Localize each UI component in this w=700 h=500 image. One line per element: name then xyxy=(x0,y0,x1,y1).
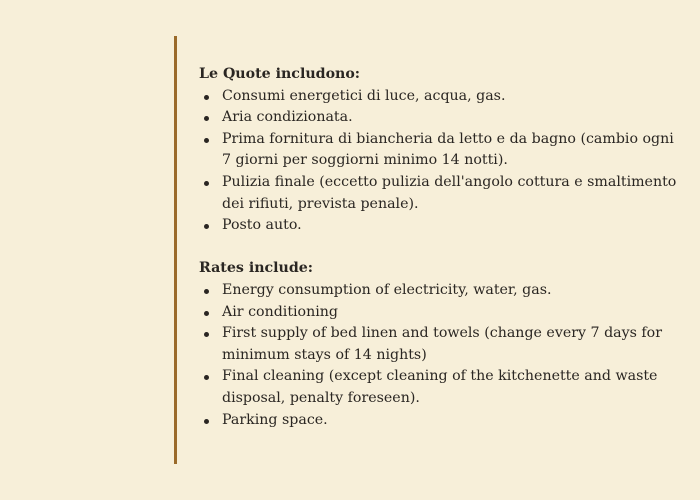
list-item xyxy=(199,172,679,215)
list-item-text: Prima fornitura di biancheria da letto e da bagno (cambio ogni 7 giorni per soggiorni minimo 14 notti). xyxy=(222,130,674,169)
bullet-icon xyxy=(204,375,209,380)
bullet-icon xyxy=(204,138,209,143)
section-title-english: Rates include: xyxy=(199,260,314,277)
section-spacer xyxy=(199,237,679,259)
list-item xyxy=(199,86,679,108)
list-item xyxy=(199,302,679,324)
list-item-text: Posto auto. xyxy=(222,217,302,234)
list-item xyxy=(199,280,679,302)
section-english xyxy=(199,258,679,431)
bullet-icon xyxy=(204,116,209,121)
list-item-text: Consumi energetici di luce, acqua, gas. xyxy=(222,87,506,104)
rates-content xyxy=(199,64,679,431)
bullet-icon xyxy=(204,332,209,337)
list-italian xyxy=(199,86,679,237)
bullet-icon xyxy=(204,311,209,316)
list-item-text: Energy consumption of electricity, water, gas. xyxy=(222,281,552,298)
list-item-text: First supply of bed linen and towels (change every 7 days for minimum stays of 14 nights) xyxy=(222,325,662,363)
section-italian xyxy=(199,64,679,237)
list-item xyxy=(199,129,679,172)
list-english xyxy=(199,280,679,431)
bullet-icon xyxy=(204,419,209,424)
vertical-divider xyxy=(174,36,177,464)
section-title-italian: Le Quote includono: xyxy=(199,66,361,82)
list-item xyxy=(199,107,679,129)
list-item xyxy=(199,366,679,409)
bullet-icon xyxy=(204,95,209,100)
list-item-text: Pulizia finale (eccetto pulizia dell'angolo cottura e smaltimento dei rifiuti, prevista penale). xyxy=(222,173,677,212)
list-item-text: Air conditioning xyxy=(222,303,338,320)
list-item-text: Aria condizionata. xyxy=(222,109,353,126)
bullet-icon xyxy=(204,181,209,186)
list-item xyxy=(199,215,679,237)
list-item xyxy=(199,323,679,366)
bullet-icon xyxy=(204,289,209,294)
bullet-icon xyxy=(204,224,209,229)
list-item xyxy=(199,410,679,432)
list-item-text: Final cleaning (except cleaning of the kitchenette and waste disposal, penalty foreseen). xyxy=(222,368,658,406)
list-item-text: Parking space. xyxy=(222,411,328,428)
